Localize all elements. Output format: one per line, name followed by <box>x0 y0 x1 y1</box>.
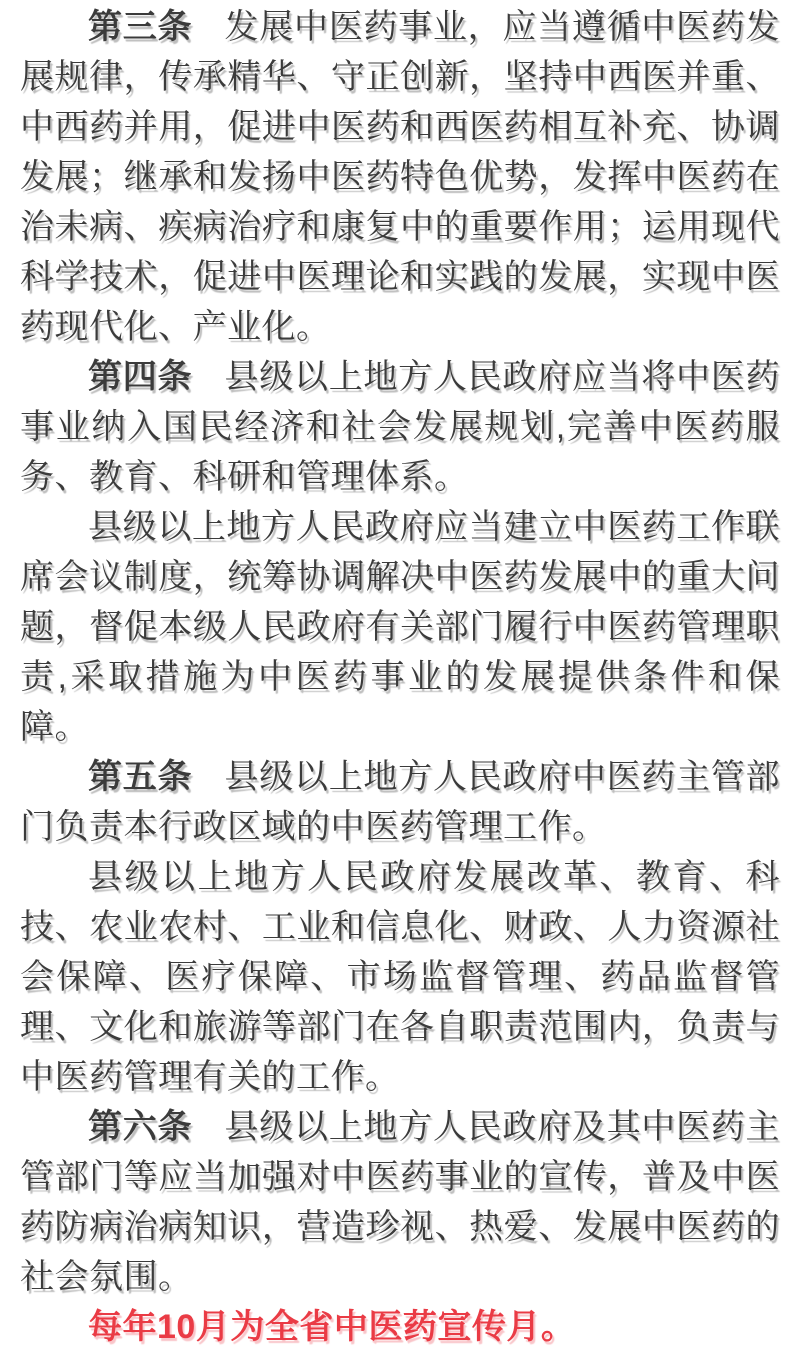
paragraph-article-6 <box>20 1102 780 1302</box>
article-3-text: 发展中医药事业，应当遵循中医药发展规律，传承精华、守正创新，坚持中西医并重、中西药并用，促进中医药和西医药相互补充、协调发展；继承和发扬中医药特色优势，发挥中医药在治未病、疾病治疗和康复中的重要作用；运用现代科学技术，促进中医理论和实践的发展，实现中医药现代化、产业化。 <box>20 8 781 346</box>
article-4-number: 第四条 <box>88 358 193 396</box>
article-3-number: 第三条 <box>88 8 193 46</box>
article-5-number: 第五条 <box>88 758 193 796</box>
paragraph-article-3 <box>20 2 780 352</box>
paragraph-article-4-clause-2 <box>20 502 780 752</box>
article-6-number: 第六条 <box>88 1108 193 1146</box>
article-5-clause-2-text: 县级以上地方人民政府发展改革、教育、科技、农业农村、工业和信息化、财政、人力资源社会保障、医疗保障、市场监督管理、药品监督管理、文化和旅游等部门在各自职责范围内，负责与中医药管理有关的工作。 <box>20 858 780 1096</box>
article-4-text: 县级以上地方人民政府应当将中医药事业纳入国民经济和社会发展规划,完善中医药服务、教育、科研和管理体系。 <box>20 358 781 496</box>
article-4-clause-2-text: 县级以上地方人民政府应当建立中医药工作联席会议制度，统筹协调解决中医药发展中的重大问题，督促本级人民政府有关部门履行中医药管理职责,采取措施为中医药事业的发展提供条件和保障。 <box>20 508 780 746</box>
paragraph-article-5 <box>20 752 780 852</box>
paragraph-article-5-clause-2 <box>20 852 780 1102</box>
paragraph-article-4 <box>20 352 780 502</box>
article-6-text: 县级以上地方人民政府及其中医药主管部门等应当加强对中医药事业的宣传，普及中医药防病治病知识，营造珍视、热爱、发展中医药的社会氛围。 <box>20 1108 781 1296</box>
paragraph-highlight-publicity-month <box>20 1302 780 1352</box>
document-body <box>20 2 780 1352</box>
highlight-text: 每年10月为全省中医药宣传月。 <box>88 1308 576 1346</box>
article-5-text: 县级以上地方人民政府中医药主管部门负责本行政区域的中医药管理工作。 <box>20 758 781 846</box>
